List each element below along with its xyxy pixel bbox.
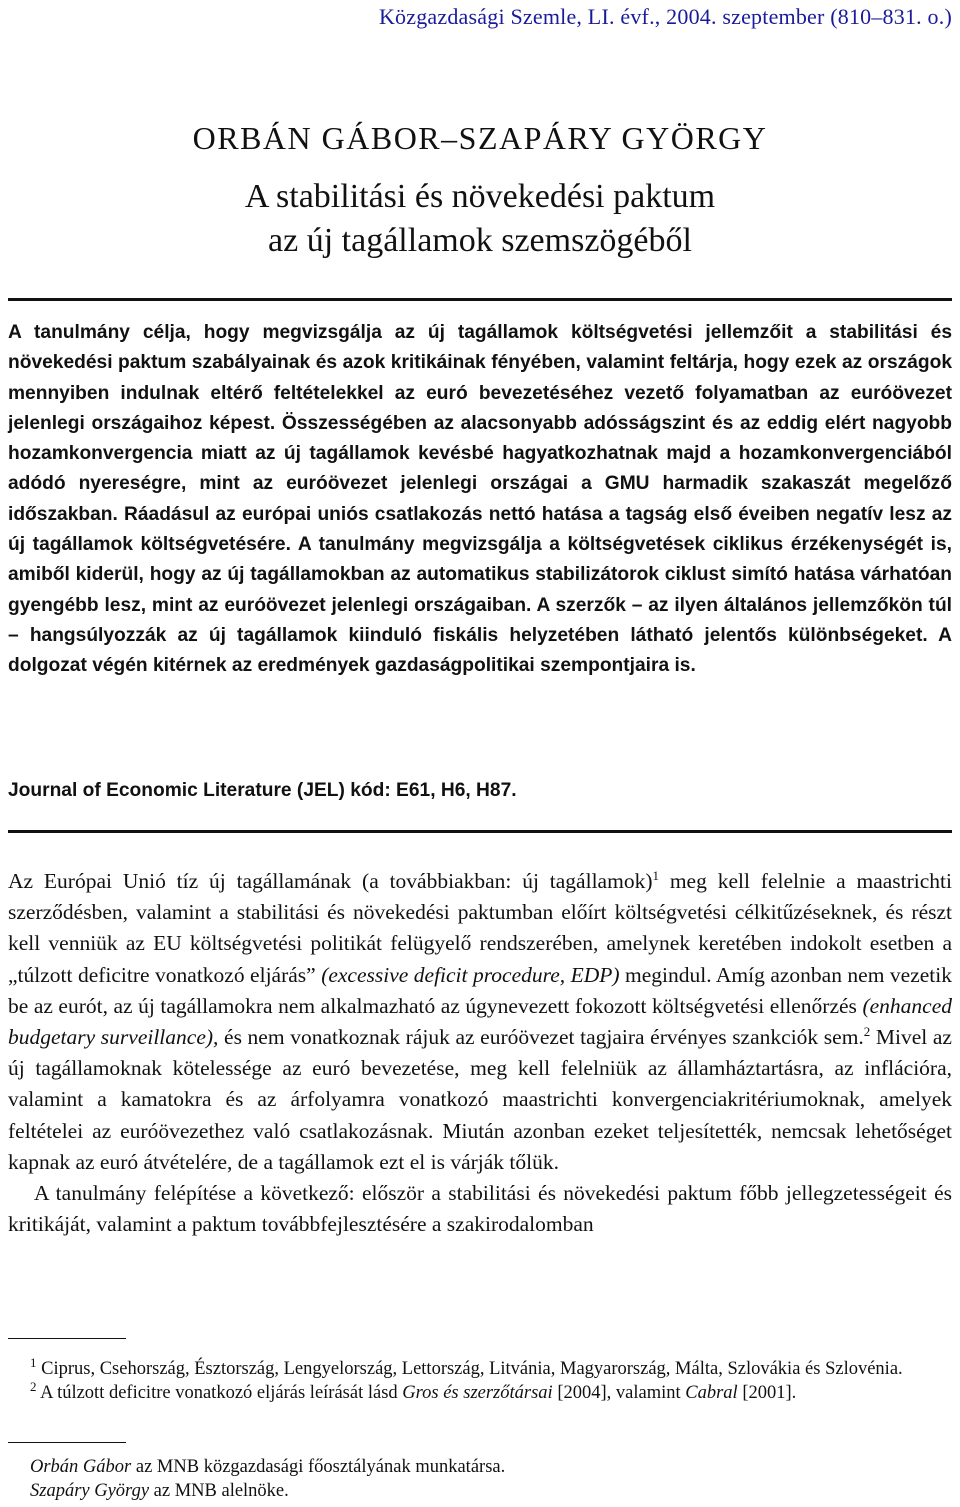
footnote-rule [8, 1338, 126, 1339]
affiliation-name: Orbán Gábor [30, 1457, 132, 1477]
footnote-ref-2[interactable]: 2 [863, 1023, 871, 1039]
footnote-text: A túlzott deficitre vonatkozó eljárás leírását lásd [36, 1383, 403, 1403]
footnote-number: 1 [30, 1354, 37, 1370]
author-affiliations [8, 1455, 952, 1503]
footnote-2 [8, 1378, 952, 1405]
abstract-bottom-rule [8, 830, 952, 833]
citation-author: Gros és szerzőtársai [402, 1383, 553, 1403]
article-body [8, 866, 952, 1240]
journal-header: Közgazdasági Szemle, LI. évf., 2004. szeptember (810–831. o.) [378, 4, 952, 29]
author-names: ORBÁN GÁBOR–SZAPÁRY GYÖRGY [192, 120, 768, 156]
affiliation-rule [8, 1442, 126, 1443]
footnote-ref-1[interactable]: 1 [652, 867, 659, 883]
title-line-1: A stabilitási és növekedési paktum [244, 178, 716, 215]
footnote-1 [8, 1354, 952, 1381]
abstract [8, 318, 952, 682]
affiliation-1 [8, 1455, 952, 1479]
jel-codes: Journal of Economic Literature (JEL) kód: E61, H6, H87. [8, 780, 517, 801]
title-line-2: az új tagállamok szemszögéből [268, 222, 692, 259]
footnote-text: Ciprus, Csehország, Észtország, Lengyelország, Lettország, Litvánia, Magyarország, Málta, Szlovákia és Szlovénia. [36, 1359, 903, 1379]
body-italic: (enhanced budgetary surveillance), [8, 993, 952, 1050]
body-text: Az Európai Unió tíz új tagállamának (a továbbiakban: új tagállamok) [8, 869, 653, 893]
affiliation-role: az MNB alelnöke. [149, 1481, 289, 1501]
body-paragraph-1 [8, 866, 952, 1178]
body-paragraph-2: A tanulmány felépítése a következő: először a stabilitási és növekedési paktum főbb jellegzetességeit és kritikáját, valamint a paktum továbbfejlesztésére a szakirodalomban [8, 1181, 952, 1237]
footnote-text: [2001]. [737, 1383, 797, 1403]
affiliation-name: Szapáry György [30, 1481, 150, 1501]
affiliation-role: az MNB közgazdasági főosztályának munkatársa. [131, 1457, 506, 1477]
abstract-text: A tanulmány célja, hogy megvizsgálja az új tagállamok költségvetési jellemzőit a stabilitási és növekedési paktum szabályainak és azok kritikáinak fényében, valamint feltárja, hogy ezek az országok mennyiben indulnak eltérő feltételekkel az euró bevezetéséhez vezető folyamatban az euróövezet jelenlegi országaihoz képest. Összességében az alacsonyabb adósságszint és az eddig elért nagyobb hozamkonvergencia miatt az új tagállamok kevésbé hagyatkozhatnak majd a hozamkonvergenciából adódó nyereségre, mint az euróövezet jelenlegi országai a GMU harmadik szakaszát megelőző időszakban. Ráadásul az európai uniós csatlakozás nettó hatása a tagság első éveiben negatív lesz az új tagállamok költségvetésére. A tanulmány megvizsgálja a költségvetések ciklikus érzékenységét is, amiből kiderül, hogy az új tagállamokban az automatikus stabilizátorok ciklust simító hatása várhatóan gyengébb lesz, mint az euróövezet jelenlegi országaiban. A szerzők – az ilyen általános jellemzőkön túl – hangsúlyozzák az új tagállamok kiinduló fiskális helyzetében látható jelentős különbségeket. A dolgozat végén kitérnek az eredmények gazdaságpolitikai szempontjaira is. [8, 322, 952, 677]
footnote-number: 2 [30, 1378, 37, 1394]
affiliation-2 [8, 1479, 952, 1503]
citation-author: Cabral [685, 1383, 738, 1403]
body-text: és nem vonatkoznak rájuk az euróövezet tagjaira érvényes szankciók sem. [218, 1025, 864, 1050]
article-title [8, 175, 952, 263]
abstract-top-rule [8, 298, 952, 301]
body-italic: (excessive deficit procedure, EDP) [321, 962, 620, 987]
footnotes [8, 1354, 952, 1405]
body-text: megindul. Amíg azonban nem vezetik be az eurót, az új tagállamokra nem alkalmazható az úgynevezett fokozott költségvetési ellenőrzés [8, 962, 952, 1018]
body-text: meg kell felelnie a maastrichti szerződésben, valamint a stabilitási és növekedési paktumban előírt költségvetési célkitűzéseknek, és részt kell venniük az EU költségvetési politikát felügyelő rendszerében, amelynek keretében indokolt esetben a „túlzott deficitre vonatkozó eljárás” [8, 869, 952, 987]
body-text: Mivel az új tagállamoknak kötelessége az euró bevezetése, meg kell felelniük az államháztartásra, az inflációra, valamint a kamatokra és az árfolyamra vonatkozó maastrichti konvergenciakritériumoknak, amelyek feltételei az euróövezethez való csatlakozásnak. Miután azonban ezeket teljesítették, nemcsak lehetőséget kapnak az euró átvételére, de a tagállamok ezt el is várják tőlük. [8, 1025, 952, 1174]
footnote-text: [2004], valamint [552, 1383, 686, 1403]
